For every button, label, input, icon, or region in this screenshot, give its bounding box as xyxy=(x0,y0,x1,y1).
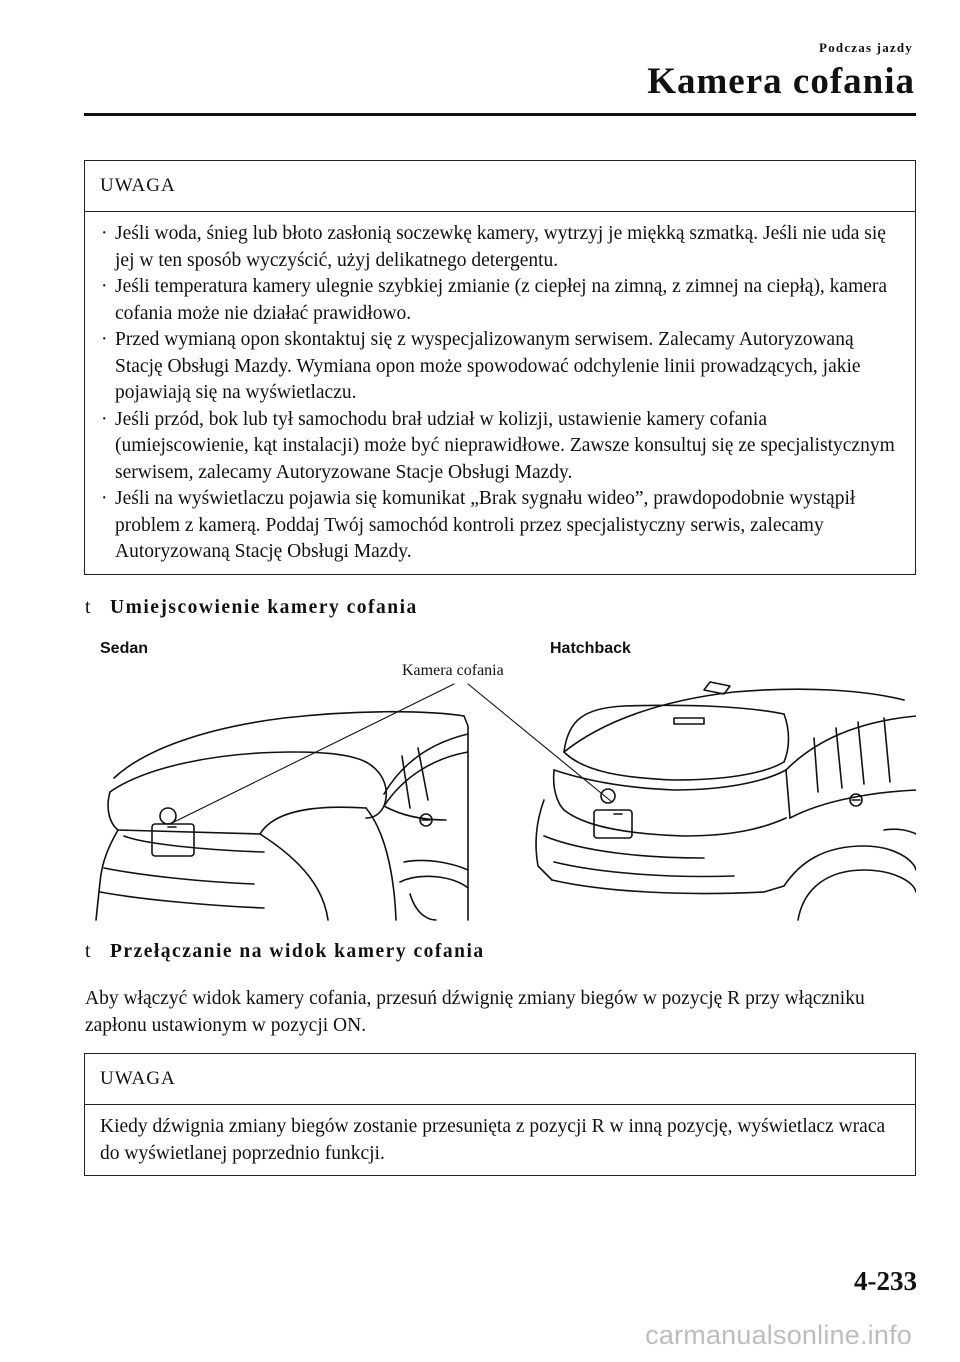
note-bullet xyxy=(100,407,901,487)
note-box-gear xyxy=(84,1053,916,1176)
section-marker: t xyxy=(85,941,92,962)
camera-location-diagram xyxy=(84,630,916,922)
note-bullet xyxy=(100,327,901,407)
note-bullet-text: Jeśli woda, śnieg lub błoto zasłonią soczewkę kamery, wytrzyj je miękką szmatką. Jeśli nie uda się jej w ten sposób wyczyścić, użyj delikatnego detergentu. xyxy=(115,223,886,271)
note-text: Kiedy dźwignia zmiany biegów zostanie przesunięta z pozycji R w inną pozycję, wyświetlacz wraca do wyświetlanej poprzednio funkcji. xyxy=(100,1116,886,1164)
section-label: Podczas jazdy xyxy=(819,40,913,55)
paragraph-switch-instructions: Aby włączyć widok kamery cofania, przesuń dźwignię zmiany biegów w pozycję R przy włączniku zapłonu ustawionym w pozycji ON. xyxy=(85,988,865,1036)
sedan-drawing xyxy=(96,712,468,920)
header-rule xyxy=(84,113,916,116)
bullet-dot: · xyxy=(101,488,108,509)
page-number: 4-233 xyxy=(854,1266,917,1296)
note-bullet xyxy=(100,221,901,274)
note-heading: UWAGA xyxy=(85,1054,915,1105)
note-bullet xyxy=(100,274,901,327)
note-body xyxy=(85,212,915,574)
label-camera-callout: Kamera cofania xyxy=(402,662,504,679)
note-body xyxy=(85,1105,915,1175)
bullet-dot: · xyxy=(101,276,108,297)
bullet-dot: · xyxy=(101,223,108,244)
callout-line-hatchback xyxy=(468,684,612,802)
note-heading: UWAGA xyxy=(85,161,915,212)
hatchback-drawing xyxy=(536,682,916,920)
label-sedan: Sedan xyxy=(100,640,149,657)
section-heading-switch-view xyxy=(85,941,485,963)
watermark: carmanualsonline.info xyxy=(645,1320,912,1350)
section-heading-text: Umiejscowienie kamery cofania xyxy=(110,597,418,618)
note-bullet xyxy=(100,486,901,566)
bullet-dot: · xyxy=(101,329,108,350)
label-hatchback: Hatchback xyxy=(550,640,631,657)
section-heading-camera-location xyxy=(85,597,418,619)
note-bullet-text: Przed wymianą opon skontaktuj się z wyspecjalizowanym serwisem. Zalecamy Autoryzowaną Stację Obsługi Mazdy. Wymiana opon może spowodować odchylenie linii prowadzących, jakie pojawiają się na wyświetlaczu. xyxy=(115,329,861,403)
chapter-title: Kamera cofania xyxy=(647,61,915,102)
note-box-warnings xyxy=(84,160,916,575)
section-marker: t xyxy=(85,597,92,618)
note-bullet-text: Jeśli przód, bok lub tył samochodu brał udział w kolizji, ustawienie kamery cofania (umiejscowienie, kąt instalacji) może być nieprawidłowe. Zawsze konsultuj się ze specjalistycznym serwisem, zalecamy Autoryzowane Stacje Obsługi Mazdy. xyxy=(115,408,895,483)
note-bullet-text: Jeśli temperatura kamery ulegnie szybkiej zmianie (z ciepłej na zimną, z zimnej na ciepłą), kamera cofania może nie działać prawidłowo. xyxy=(115,276,888,324)
note-bullet-text: Jeśli na wyświetlaczu pojawia się komunikat „Brak sygnału wideo”, prawdopodobnie wystąpił problem z kamerą. Poddaj Twój samochód kontroli przez specjalistyczny serwis, zalecamy Autoryzowaną Stację Obsługi Mazdy. xyxy=(115,488,856,562)
bullet-dot: · xyxy=(101,408,108,430)
section-heading-text: Przełączanie na widok kamery cofania xyxy=(110,941,485,962)
